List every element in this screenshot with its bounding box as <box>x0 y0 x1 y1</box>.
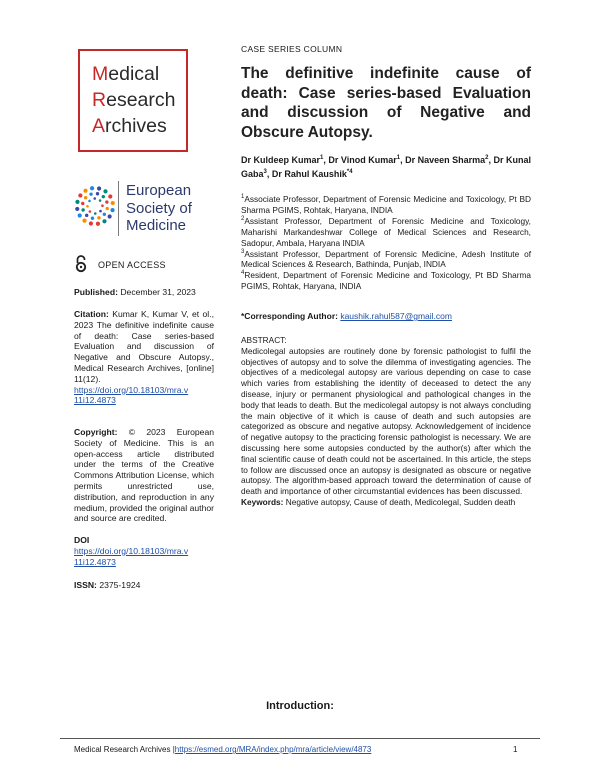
author: Dr Rahul Kaushik$^{*4}$ <box>271 168 353 179</box>
logo-dot <box>103 189 107 193</box>
keywords: Keywords: Negative autopsy, Cause of death, Medicolegal, Sudden death <box>241 496 516 507</box>
logo-dot <box>90 186 94 190</box>
logo-dot <box>96 222 100 226</box>
logo-dot <box>78 193 82 197</box>
logo-dot <box>105 200 108 203</box>
author: Dr Vinod Kumar$^1$ <box>328 155 401 165</box>
logo-dot <box>108 214 112 218</box>
journal-logo <box>78 49 188 152</box>
footer: Medical Research Archives |https://esmed.org/MRA/index.php/mra/article/view/4873 <box>74 745 372 754</box>
author: Dr Naveen Sharma$^2$ <box>405 155 489 165</box>
footer-article-link[interactable]: https://esmed.org/MRA/index.php/mra/article/view/4873 <box>174 745 372 754</box>
open-access-icon <box>74 255 88 273</box>
footer-rule <box>60 738 540 739</box>
doi-link-cont[interactable]: 11i12.4873 <box>74 556 116 567</box>
logo-dot <box>91 217 94 220</box>
logo-dot <box>106 207 109 210</box>
logo-dot <box>82 219 86 223</box>
logo-dot <box>94 212 97 215</box>
affiliation: $^3$Assistant Professor, Department of Forensic Medicine, Adesh Institute of Medical Sciences & Research, Bathinda, Punjab, INDIA <box>241 248 531 270</box>
author-list: Dr Kuldeep Kumar$^1$, Dr Vinod Kumar$^1$, Dr Naveen Sharma$^2$, Dr Kunal Gaba$^3$, Dr Rahul Kaushik$^{*4}$ <box>241 155 531 179</box>
citation-doi-link[interactable]: https://doi.org/10.18103/mra.v <box>74 384 189 395</box>
copyright-text: © 2023 European Society of Medicine. This is an open-access article distributed under the terms of the Creative Commons Attribution License, which permits unrestricted use, distribution, and reproduction in any medium, provided the original author and source are credited. <box>74 427 215 524</box>
logo-dot <box>96 192 99 195</box>
logo-dot <box>84 196 87 199</box>
author: Dr Kuldeep Kumar$^1$ <box>241 155 324 165</box>
doi-link[interactable]: https://doi.org/10.18103/mra.v <box>74 545 189 556</box>
logo-dot <box>93 197 96 200</box>
logo-dot <box>75 200 79 204</box>
logo-dot <box>83 189 87 193</box>
logo-dot <box>97 186 101 190</box>
logo-dot <box>111 201 115 205</box>
logo-dot <box>101 204 104 207</box>
logo-dot <box>99 199 102 202</box>
logo-dot <box>81 208 84 211</box>
logo-dot <box>78 213 82 217</box>
affiliation: $^1$Associate Professor, Department of Forensic Medicine and Toxicology, Pt BD Sharma PGIMS, Rohtak, Haryana, INDIA <box>241 194 531 215</box>
logo-line-research: Research <box>92 89 176 111</box>
corresponding-author: *Corresponding Author: kaushik.rahul587@gmail.com <box>241 311 452 321</box>
affiliation: $^2$Assistant Professor, Department of Forensic Medicine and Toxicology, Maharishi Markandeshwar College of Medical Sciences and Research, Sadopur, Ambala, Haryana INDIA <box>241 215 531 248</box>
page-number: 1 <box>513 745 518 754</box>
article-title: The definitive indefinite cause of death: Case series-based Evaluation and discussion of Negative and Obscure Autopsy. <box>241 65 531 141</box>
affiliation: $^4$Resident, Department of Forensic Medicine and Toxicology, Pt BD Sharma PGIMS, Rohtak, Haryana, INDIA <box>241 270 531 292</box>
abstract-label: ABSTRACT: <box>241 335 287 345</box>
abstract <box>241 335 531 508</box>
affiliations <box>241 194 531 292</box>
logo-dot <box>89 210 92 213</box>
logo-dot <box>103 213 106 216</box>
logo-dot <box>102 195 105 198</box>
logo-dot <box>97 216 100 219</box>
copyright-label: Copyright: <box>74 427 118 437</box>
logo-dot <box>86 205 89 208</box>
author: Dr Kunal Gaba$^3$ <box>241 155 531 179</box>
corresponding-email-link[interactable]: kaushik.rahul587@gmail.com <box>340 311 452 321</box>
footer-journal: Medical Research Archives <box>74 745 171 754</box>
logo-dot <box>81 202 84 205</box>
logo-line-archives: Archives <box>92 115 167 137</box>
issn-line: ISSN: 2375-1924 <box>74 580 141 590</box>
logo-line-medical: Medical <box>92 63 160 85</box>
logo-dot <box>75 207 79 211</box>
column-label: CASE SERIES COLUMN <box>241 44 343 54</box>
citation-label: Citation: <box>74 309 109 319</box>
introduction-heading: Introduction: <box>266 700 334 712</box>
logo-dot <box>108 194 112 198</box>
abstract-text: Medicolegal autopsies are routinely done by forensic pathologist to fulfil the objectives of autopsy and to solve the dilemma of investigating agencies. The objectives of a medicolegal autopsy are various depending on case to case which varies from establishing the identity of deceased to detect the any disease, injury or permanent physiological and pathological changes in the body that leads to death. But the medicolegal autopsy is not always concluding the main objective of it which is cause of death and such autopsies are categorized as obscure and negative autopsy. Acknowledgement of incidence of negative autopsy to the practicing forensic pathologist is necessary. We are discussing here some autopsies conducted by the author(s) after which the final scientific cause of death could not be ascertained. In this article, the steps to follow are discussed once an autopsy is designated as obscure or negative autopsy. The algorithm-based approach toward the determination of cause of death and importance of other circumstantial evidences has been discussed. <box>241 345 531 497</box>
society-ring-icon <box>74 183 116 229</box>
copyright-block <box>74 427 214 524</box>
logo-dot <box>99 210 102 213</box>
citation-text: Kumar K, Kumar V, et ol., 2023 The definitive indefinite cause of death: Case series-based Evaluation and discussion of Negative and Obscure Autopsy., Medical Research Archives, [online] 11(12). <box>74 309 214 384</box>
logo-dot <box>89 221 93 225</box>
published-line: Published: December 31, 2023 <box>74 287 196 297</box>
logo-dot <box>102 219 106 223</box>
logo-dot <box>88 200 91 203</box>
citation-doi-link-cont[interactable]: 11i12.4873 <box>74 395 116 406</box>
society-name: European Society of Medicine <box>126 182 192 234</box>
doi-label: DOI <box>74 535 90 545</box>
citation-block <box>74 309 214 406</box>
open-access-label: OPEN ACCESS <box>98 260 166 270</box>
logo-dot <box>110 208 114 212</box>
doi-block <box>74 535 214 567</box>
logo-dot <box>89 192 92 195</box>
society-divider <box>118 181 119 236</box>
logo-dot <box>85 214 88 217</box>
